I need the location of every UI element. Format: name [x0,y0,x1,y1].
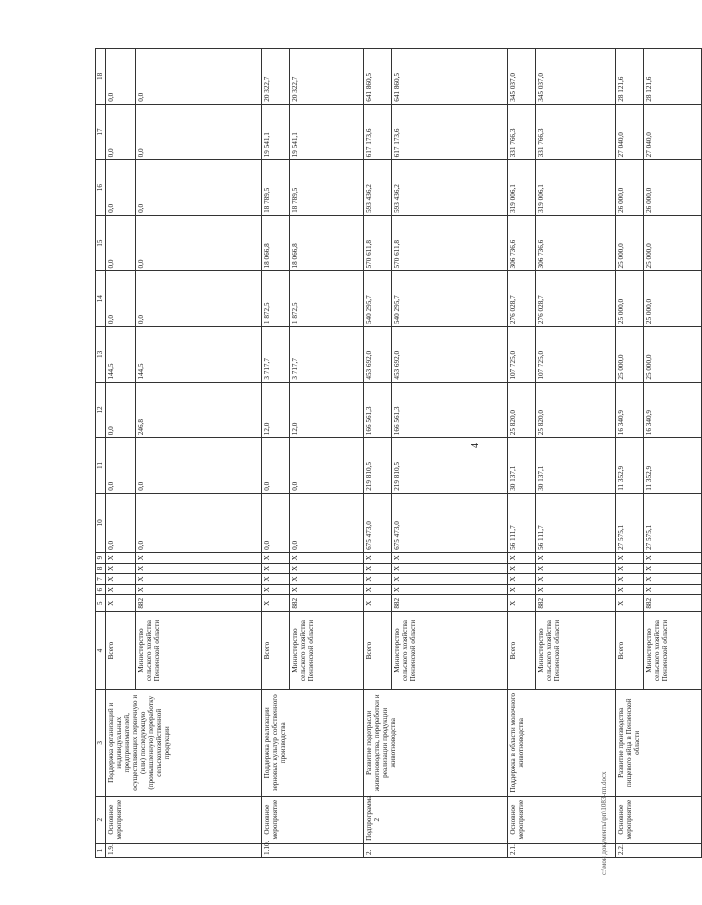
year-value: 276 028,7 [508,271,536,327]
row-type: Основное мероприятие [262,796,364,843]
year-value: 0,0 [136,160,262,216]
column-number: 12 [96,382,106,438]
year-value: 246,8 [136,382,262,438]
year-value: 3 717,7 [262,327,290,383]
cs-code: X [644,574,702,585]
cs-code: X [392,574,508,585]
grbs-code: 882 [536,595,616,612]
year-value: 641 860,5 [364,49,392,105]
year-value: 0,0 [106,271,136,327]
kosgu-code: X [136,552,262,563]
year-value: 27 040,0 [644,104,702,160]
column-number: 11 [96,438,106,494]
year-value: 18 789,5 [290,160,364,216]
rz-code: X [136,584,262,595]
row-type: Основное мероприятие [106,796,262,843]
year-value: 219 810,5 [392,438,508,494]
year-value: 331 766,3 [536,104,616,160]
grbs-code: 882 [392,595,508,612]
year-value: 0,0 [106,382,136,438]
row-number: 1.9. [106,843,262,857]
year-value: 12,0 [290,382,364,438]
grbs-code: X [508,595,536,612]
cs-code: X [262,574,290,585]
year-value: 0,0 [106,438,136,494]
table-row [262,49,290,858]
year-value: 453 692,0 [364,327,392,383]
row-type: Основное мероприятие [508,796,616,843]
executor: Министерство сельского хозяйства Пензенской области [136,612,262,690]
column-number: 15 [96,215,106,271]
year-value: 20 322,7 [262,49,290,105]
year-value: 593 436,2 [364,160,392,216]
vr-code: X [392,563,508,574]
cs-code: X [536,574,616,585]
year-value: 0,0 [136,438,262,494]
row-number: 1.10. [262,843,364,857]
column-number: 10 [96,493,106,552]
year-value: 641 860,5 [392,49,508,105]
year-value: 675 473,0 [364,493,392,552]
year-value: 453 692,0 [392,327,508,383]
row-name: Развитие производства пищевого яйца в Пензенской области [616,690,702,796]
executor: Министерство сельского хозяйства Пензенской области [290,612,364,690]
executor: Всего [106,612,136,690]
cs-code: X [508,574,536,585]
year-value: 0,0 [290,493,364,552]
column-number: 1 [96,843,106,857]
executor: Всего [508,612,536,690]
year-value: 0,0 [136,49,262,105]
cs-code: X [136,574,262,585]
year-value: 16 340,9 [644,382,702,438]
vr-code: X [536,563,616,574]
rz-code: X [616,584,644,595]
column-number: 16 [96,160,106,216]
year-value: 0,0 [106,215,136,271]
column-number: 14 [96,271,106,327]
table-rotated-wrapper [95,48,702,858]
year-value: 319 006,1 [536,160,616,216]
year-value: 27 575,1 [644,493,702,552]
kosgu-code: X [262,552,290,563]
column-number: 3 [96,690,106,796]
year-value: 593 436,2 [392,160,508,216]
year-value: 319 006,1 [508,160,536,216]
year-value: 0,0 [136,104,262,160]
year-value: 144,5 [136,327,262,383]
year-value: 56 111,7 [536,493,616,552]
year-value: 12,0 [262,382,290,438]
year-value: 0,0 [262,438,290,494]
year-value: 0,0 [136,215,262,271]
kosgu-code: X [290,552,364,563]
year-value: 1 872,5 [262,271,290,327]
column-number-row [96,49,106,858]
kosgu-code: X [644,552,702,563]
column-number: 13 [96,327,106,383]
grbs-code: 882 [290,595,364,612]
year-value: 18 789,5 [262,160,290,216]
executor: Всего [364,612,392,690]
row-name: Поддержка организаций и индивидуальных предпринимателей, осуществляющих первичную и (или) последующую (промышленную) переработку сельскохозяйственной продукции [106,690,262,796]
vr-code: X [106,563,136,574]
vr-code: X [616,563,644,574]
year-value: 540 295,7 [364,271,392,327]
rz-code: X [644,584,702,595]
year-value: 20 322,7 [290,49,364,105]
year-value: 345 037,0 [508,49,536,105]
executor: Всего [616,612,644,690]
year-value: 25 000,0 [616,271,644,327]
year-value: 675 473,0 [392,493,508,552]
year-value: 219 810,5 [364,438,392,494]
year-value: 331 766,3 [508,104,536,160]
row-number: 2.1. [508,843,616,857]
year-value: 0,0 [136,271,262,327]
row-number: 2. [364,843,508,857]
column-number: 9 [96,552,106,563]
year-value: 18 066,8 [262,215,290,271]
column-number: 17 [96,104,106,160]
cs-code: X [616,574,644,585]
rz-code: X [392,584,508,595]
rz-code: X [262,584,290,595]
year-value: 0,0 [106,104,136,160]
table-row [508,49,536,858]
year-value: 25 000,0 [644,271,702,327]
year-value: 25 000,0 [616,215,644,271]
executor: Министерство сельского хозяйства Пензенской области [392,612,508,690]
year-value: 3 717,7 [290,327,364,383]
table-row [616,49,644,858]
column-number: 8 [96,563,106,574]
year-value: 25 000,0 [616,327,644,383]
grbs-code: X [616,595,644,612]
year-value: 56 111,7 [508,493,536,552]
column-number: 5 [96,595,106,612]
year-value: 25 820,0 [536,382,616,438]
grbs-code: 882 [644,595,702,612]
year-value: 107 725,0 [536,327,616,383]
column-number: 4 [96,612,106,690]
year-value: 144,5 [106,327,136,383]
kosgu-code: X [106,552,136,563]
vr-code: X [262,563,290,574]
year-value: 28 121,6 [616,49,644,105]
vr-code: X [364,563,392,574]
year-value: 27 040,0 [616,104,644,160]
year-value: 306 736,6 [536,215,616,271]
rz-code: X [508,584,536,595]
column-number: 2 [96,796,106,843]
rz-code: X [364,584,392,595]
year-value: 617 173,6 [364,104,392,160]
year-value: 19 541,1 [262,104,290,160]
year-value: 30 137,1 [536,438,616,494]
year-value: 11 352,9 [644,438,702,494]
kosgu-code: X [616,552,644,563]
year-value: 276 028,7 [536,271,616,327]
year-value: 25 000,0 [644,327,702,383]
executor: Министерство сельского хозяйства Пензенской области [644,612,702,690]
vr-code: X [508,563,536,574]
row-name: Развитие подотрасли животноводства, переработки и реализации продукции животноводства [364,690,508,796]
year-value: 11 352,9 [616,438,644,494]
cs-code: X [364,574,392,585]
year-value: 28 121,6 [644,49,702,105]
grbs-code: X [262,595,290,612]
column-number: 6 [96,584,106,595]
budget-table [95,48,702,858]
year-value: 19 541,1 [290,104,364,160]
year-value: 107 725,0 [508,327,536,383]
year-value: 0,0 [106,493,136,552]
grbs-code: X [106,595,136,612]
row-type: Подпрограмма 2 [364,796,508,843]
table-row [106,49,136,858]
year-value: 27 575,1 [616,493,644,552]
column-number: 7 [96,574,106,585]
year-value: 0,0 [262,493,290,552]
kosgu-code: X [392,552,508,563]
rz-code: X [290,584,364,595]
year-value: 166 561,3 [364,382,392,438]
vr-code: X [644,563,702,574]
year-value: 617 173,6 [392,104,508,160]
year-value: 16 340,9 [616,382,644,438]
year-value: 0,0 [136,493,262,552]
year-value: 166 561,3 [392,382,508,438]
row-name: Поддержка в области молочного животноводства [508,690,616,796]
grbs-code: 882 [136,595,262,612]
year-value: 345 037,0 [536,49,616,105]
year-value: 306 736,6 [508,215,536,271]
year-value: 18 066,8 [290,215,364,271]
year-value: 0,0 [106,49,136,105]
row-number: 2.2. [616,843,702,857]
row-type: Основное мероприятие [616,796,702,843]
executor: Министерство сельского хозяйства Пензенской области [536,612,616,690]
row-name: Поддержка реализации зерновых культур собственного производства [262,690,364,796]
kosgu-code: X [508,552,536,563]
column-number: 18 [96,49,106,105]
page-number: 4 [470,443,481,448]
year-value: 540 295,7 [392,271,508,327]
vr-code: X [290,563,364,574]
year-value: 26 000,0 [616,160,644,216]
cs-code: X [106,574,136,585]
year-value: 1 872,5 [290,271,364,327]
cs-code: X [290,574,364,585]
vr-code: X [136,563,262,574]
year-value: 0,0 [290,438,364,494]
executor: Всего [262,612,290,690]
year-value: 25 820,0 [508,382,536,438]
year-value: 30 137,1 [508,438,536,494]
rz-code: X [106,584,136,595]
year-value: 570 611,8 [364,215,392,271]
table-row [364,49,392,858]
rz-code: X [536,584,616,595]
year-value: 570 611,8 [392,215,508,271]
kosgu-code: X [536,552,616,563]
file-path-footer: c:\мои документы\рп\1083-пп.docx [600,771,608,875]
grbs-code: X [364,595,392,612]
kosgu-code: X [364,552,392,563]
year-value: 25 000,0 [644,215,702,271]
year-value: 26 000,0 [644,160,702,216]
year-value: 0,0 [106,160,136,216]
